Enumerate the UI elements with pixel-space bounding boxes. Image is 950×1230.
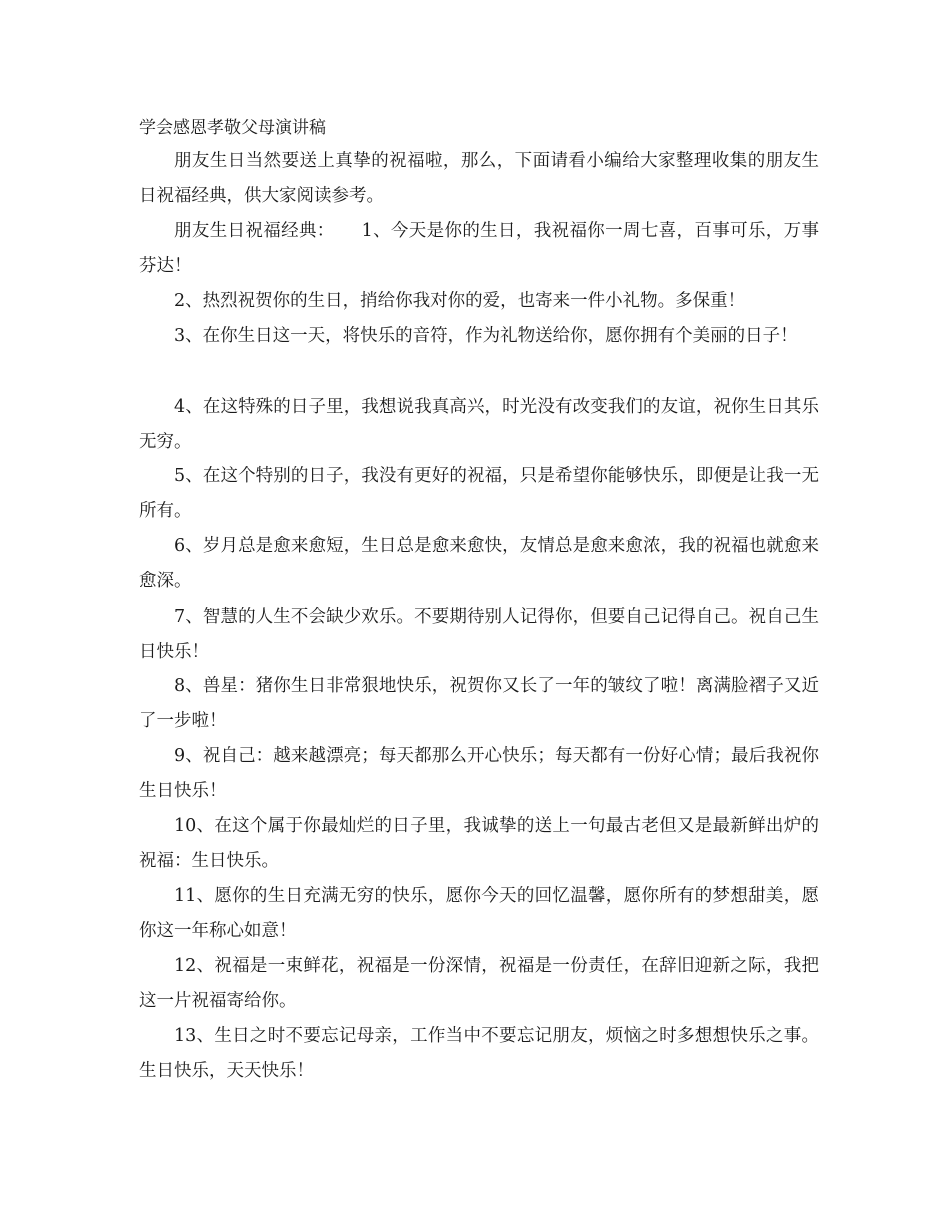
paragraph-11: 11、愿你的生日充满无穷的快乐，愿你今天的回忆温馨，愿你所有的梦想甜美，愿你这一年称心如意！ [139,886,819,941]
paragraph-1: 朋友生日祝福经典： 1、今天是你的生日，我祝福你一周七喜，百事可乐，万事芬达！ [139,221,819,276]
paragraph-5: 5、在这个特别的日子，我没有更好的祝福，只是希望你能够快乐，即便是让我一无所有。 [139,466,819,521]
paragraph-12: 12、祝福是一束鲜花，祝福是一份深情，祝福是一份责任，在辞旧迎新之际，我把这一片祝福寄给你。 [139,956,819,1011]
paragraph-13: 13、生日之时不要忘记母亲，工作当中不要忘记朋友，烦恼之时多想想快乐之事。生日快乐，天天快乐！ [139,1026,819,1081]
paragraph-9: 9、祝自己：越来越漂亮；每天都那么开心快乐；每天都有一份好心情；最后我祝你生日快乐！ [139,746,819,801]
document-title: 学会感恩孝敬父母演讲稿 [139,118,326,138]
paragraph-8: 8、兽星：猪你生日非常狠地快乐，祝贺你又长了一年的皱纹了啦！离满脸褶子又近了一步啦！ [139,676,819,731]
paragraph-3: 3、在你生日这一天，将快乐的音符，作为礼物送给你，愿你拥有个美丽的日子！ [174,326,798,346]
paragraph-2: 2、热烈祝贺你的生日，捎给你我对你的爱，也寄来一件小礼物。多保重！ [174,291,746,311]
paragraph-10: 10、在这个属于你最灿烂的日子里，我诚挚的送上一句最古老但又是最新鲜出炉的祝福：生日快乐。 [139,816,819,871]
paragraph-7: 7、智慧的人生不会缺少欢乐。不要期待别人记得你，但要自己记得自己。祝自己生日快乐！ [139,607,819,662]
paragraph-4: 4、在这特殊的日子里，我想说我真高兴，时光没有改变我们的友谊，祝你生日其乐无穷。 [139,397,819,452]
paragraph-intro: 朋友生日当然要送上真挚的祝福啦，那么，下面请看小编给大家整理收集的朋友生日祝福经典，供大家阅读参考。 [139,151,819,206]
paragraph-6: 6、岁月总是愈来愈短，生日总是愈来愈快，友情总是愈来愈浓，我的祝福也就愈来愈深。 [139,536,819,591]
